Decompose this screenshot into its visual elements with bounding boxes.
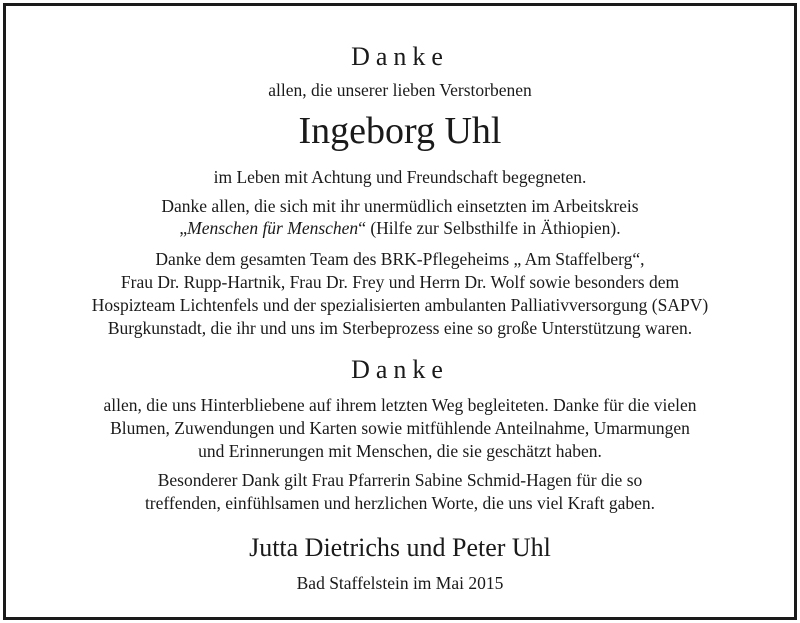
quote-open: „	[179, 218, 188, 238]
organization-description: (Hilfe zur Selbsthilfe in Äthiopien).	[365, 218, 621, 238]
work-group-line-1: Danke allen, die sich mit ihr unermüdlich einsetzten im Arbeitskreis	[161, 196, 639, 216]
notice-content	[6, 6, 794, 617]
pastor-line-2: treffenden, einfühlsamen und herzlichen Worte, die uns viel Kraft gaben.	[144, 493, 656, 513]
care-team-line-2: Frau Dr. Rupp-Hartnik, Frau Dr. Frey und Herrn Dr. Wolf sowie besonders dem	[120, 272, 680, 292]
mourners-line-2: Blumen, Zuwendungen und Karten sowie mitfühlende Anteilnahme, Umarmungen	[110, 418, 690, 438]
care-team-line-3: Hospizteam Lichtenfels und der spezialisierten ambulanten Palliativversorgung (SAPV)	[91, 295, 709, 315]
pastor-line-1: Besonderer Dank gilt Frau Pfarrerin Sabine Schmid-Hagen für die so	[157, 470, 643, 490]
heading-danke-1: Danke	[351, 42, 449, 71]
mourners-line-1: allen, die uns Hinterbliebene auf ihrem letzten Weg begleiteten. Danke für die vielen	[103, 395, 697, 415]
care-team-line-4: Burgkunstadt, die ihr und uns im Sterbeprozess eine so große Unterstützung waren.	[107, 318, 693, 338]
signers: Jutta Dietrichs und Peter Uhl	[249, 533, 551, 562]
deceased-name: Ingeborg Uhl	[298, 110, 502, 152]
organization-name: Menschen für Menschen	[187, 218, 359, 238]
work-group-line-2	[6, 217, 794, 239]
care-team-line-1: Danke dem gesamten Team des BRK-Pflegeheims „ Am Staffelberg“,	[155, 249, 645, 269]
intro-line-2: im Leben mit Achtung und Freundschaft begegneten.	[213, 167, 587, 187]
intro-line: allen, die unserer lieben Verstorbenen	[268, 80, 532, 100]
place-date: Bad Staffelstein im Mai 2015	[296, 573, 504, 593]
heading-danke-2: Danke	[351, 355, 449, 384]
quote-close: “	[358, 218, 366, 238]
mourners-line-3: und Erinnerungen mit Menschen, die sie geschätzt haben.	[198, 441, 602, 461]
notice-frame	[3, 3, 797, 620]
